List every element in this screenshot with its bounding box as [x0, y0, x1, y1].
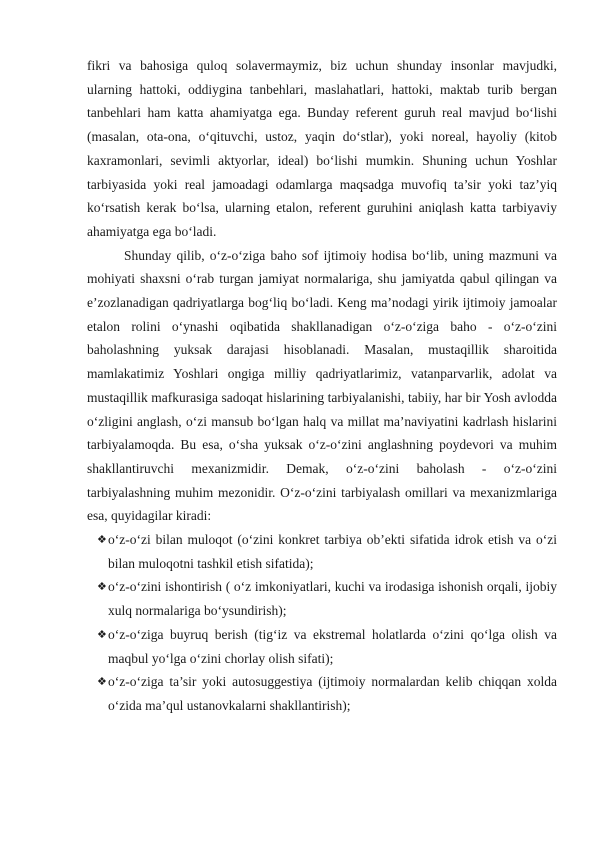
diamond-bullet-icon: ❖: [97, 533, 107, 547]
paragraph-referent-group: fikri va bahosiga quloq solavermaymiz, biz uchun shunday insonlar mavjudki, ularning hattoki, oddiygina tanbehlari, maslahatlari, hattoki, maktab turib bergan tanbehlari ham katta ahamiyatga ega. Bunday referent guruh real mavjud bo‘lishi (masalan, ota-ona, o‘qituvchi, ustoz, yaqin do‘stlar), yoki noreal, hayoliy (kitob kaxramonlari, sevimli aktyorlar, ideal) bo‘lishi mumkin. Shuning uchun Yoshlar tarbiyasida yoki real jamoadagi odamlarga maqsadga muvofiq ta’sir yoki taz’yiq ko‘rsatish kerak bo‘lsa, ularning etalon, referent guruhini aniqlash katta tarbiyaviy ahamiyatga ega bo‘ladi.: [87, 58, 557, 239]
list-item: [87, 575, 557, 622]
list-item: [87, 528, 557, 575]
list-item-text: o‘z-o‘ziga ta’sir yoki autosuggestiya (ijtimoiy normalardan kelib chiqqan xolda o‘zida ma’qul ustanovkalarni shakllantirish);: [108, 674, 557, 713]
diamond-bullet-icon: ❖: [97, 580, 107, 594]
list-item: [87, 670, 557, 717]
paragraph-self-esteem: Shunday qilib, o‘z-o‘ziga baho sof ijtimoiy hodisa bo‘lib, uning mazmuni va mohiyati shaxsni o‘rab turgan jamiyat normalariga, shu jamiyatda qabul qilingan va e’zozlanadigan qadriyatlarga bog‘liq bo‘ladi. Keng ma’nodagi yirik ijtimoiy jamoalar etalon rolini o‘ynashi oqibatida shakllanadigan o‘z-o‘ziga baho - o‘z-o‘zini baholashning yuksak darajasi hisoblanadi. Masalan, mustaqillik sharoitida mamlakatimiz Yoshlari ongiga milliy qadriyatlarimiz, vatanparvarlik, adolat va mustaqillik mafkurasiga sadoqat hislarining tarbiyalanishi, tabiiy, har bir Yosh avlodda o‘zligini anglash, o‘zi mansub bo‘lgan halq va millat ma’naviyatini kadrlash hislarini tarbiyalamoqda. Bu esa, o‘sha yuksak o‘z-o‘zini anglashning poydevori va muhim shakllantiruvchi mexanizmidir. Demak, o‘z-o‘zini baholash - o‘z-o‘zini tarbiyalashning muhim mezonidir. O‘z-o‘zini tarbiyalash omillari va mexanizmlariga esa, quyidagilar kiradi:: [87, 247, 557, 524]
list-item: [87, 623, 557, 670]
list-item-text: o‘z-o‘zini ishontirish ( o‘z imkoniyatlari, kuchi va irodasiga ishonish orqali, ijobiy xulq normalariga bo‘ysundirish);: [108, 579, 557, 619]
list-item-text: o‘z-o‘zi bilan muloqot (o‘zini konkret tarbiya ob’ekti sifatida idrok etish va o‘zi bilan muloqotni tashkil etish sifatida);: [108, 532, 557, 571]
diamond-bullet-icon: ❖: [97, 627, 107, 641]
list-item-text: o‘z-o‘ziga buyruq berish (tig‘iz va ekstremal holatlarda o‘zini qo‘lga olish va maqbul yo‘lga o‘zini chorlay olish sifati);: [108, 626, 557, 666]
diamond-bullet-icon: ❖: [97, 675, 107, 689]
document-page: [87, 54, 557, 718]
self-education-factors-list: [87, 528, 557, 718]
